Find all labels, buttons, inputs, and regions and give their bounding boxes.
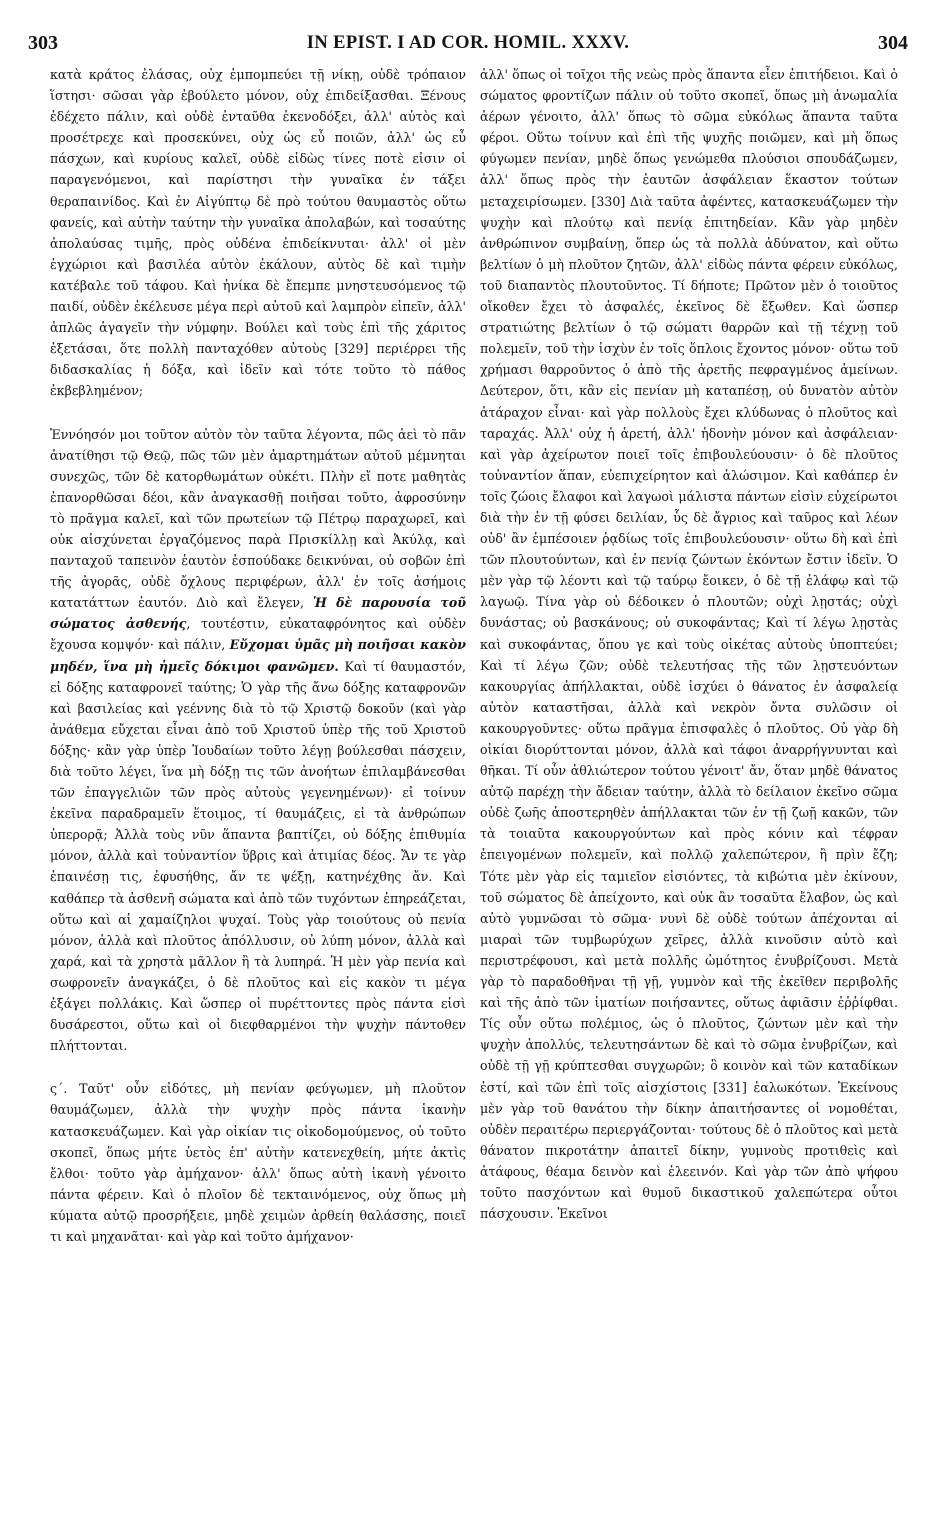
page-number-left: 303 — [28, 32, 58, 54]
left-paragraph-3: ς΄. Ταῦτ' οὖν εἰδότες, μὴ πενίαν φεύγωμεν, μὴ πλοῦτον θαυμάζωμεν, ἀλλὰ τὴν ψυχὴν πρὸς πάντα ἱκανὴν κατασκευάζωμεν. Καὶ γὰρ οἰκίαν τις οἰκοδομούμενος, οὐ τοῦτο σκοπεῖ, ὅπως μήτε ὑετὸς ἐπ' αὐτὴν κατενεχθείη, μήτε ἀκτὶς ἔλθοι· τοῦτο γὰρ ἀμήχανον· ἀλλ' ὅπως αὐτὴ ἱκανὴ γένοιτο πάντα φέρειν. Καὶ ὁ πλοῖον δὲ τεκταινόμενος, οὐχ ὅπως μὴ κύματα αὐτῷ προσρήξειε, μηδὲ χειμὼν ἀρθείη θαλάσσης, ποιεῖ τι καὶ μηχανᾶται· καὶ γὰρ καὶ τοῦτο ἀμήχανον· — [50, 1081, 466, 1244]
running-title: IN EPIST. I AD COR. HOMIL. XXXV. — [306, 33, 630, 53]
running-header — [28, 26, 908, 56]
scripture-quote-1: Ἡ δὲ παρουσία τοῦ σώματος ἀσθενής — [50, 595, 466, 632]
right-paragraph-1: ἀλλ' ὅπως οἱ τοῖχοι τῆς νεὼς πρὸς ἅπαντα εἶεν ἐπιτήδειοι. Καὶ ὁ σώματος φροντίζων πάλιν οὐ τοῦτο σκοπεῖ, ὅπως μὴ ἀνωμαλία ἀέρων γένοιτο, ἀλλ' ὅπως τὸ σῶμα εὐκόλως ἅπαντα ταῦτα φέροι. Οὕτω τοίνυν καὶ ἐπὶ τῆς ψυχῆς ποιῶμεν, καὶ μὴ ὅπως φύγωμεν πενίαν, μηδὲ ὅπως γενώμεθα πλούσιοι σπουδάζωμεν, ἀλλ' ὅπως πρὸς τὴν ἑαυτῶν ἀσφάλειαν ἕκαστον τούτων μεταχειρίσωμεν. [330] Διὰ ταῦτα ἀφέντες, κατασκευάζωμεν τὴν ψυχὴν καὶ πλούτῳ καὶ πενίᾳ ἐπιτηδείαν. Κἂν γὰρ μηδὲν ἀνθρώπινον συμβαίνῃ, ὅπερ ὡς τὰ πολλὰ ἀδύνατον, καὶ οὕτω βελτίων ὁ μὴ πλοῦτον ζητῶν, ἀλλ' εἰδὼς πάντα φέρειν εὐκόλως, τοῦ διαπαντὸς πλουτοῦντος. Τί δήποτε; Πρῶτον μὲν ὁ τοιοῦτος οἴκοθεν ἔχει τὸ ἀσφαλές, ἐκεῖνος δὲ ἔξωθεν. Καὶ ὥσπερ στρατιώτης βελτίων ὁ τῷ σώματι θαρρῶν καὶ τῇ τέχνῃ τοῦ πολεμεῖν, τοῦ τὴν ἰσχὺν ἐν τοῖς ὅπλοις ἔχοντος μόνον· οὕτω τοῦ χρήμασι θαρροῦντος ὁ ἀπὸ τῆς ἀρετῆς πεφραγμένος ἀμείνων. Δεύτερον, ὅτι, κἂν εἰς πενίαν μὴ καταπέσῃ, οὐ δυνατὸν αὐτὸν ἀτάραχον εἶναι· καὶ γὰρ πολλοὺς ἔχει κλύδωνας ὁ πλοῦτος καὶ ταραχάς. Ἀλλ' οὐχ ἡ ἀρετή, ἀλλ' ἡδονὴν μόνον καὶ ἀσφάλειαν· καὶ γὰρ ἀχείρωτον ποιεῖ τοῖς ἐπιβουλεύουσιν· ὁ δὲ πλοῦτος τοὐναντίον ἅπαν, εὐεπιχείρητον καὶ ἁλώσιμον. Καὶ καθάπερ ἐν τοῖς ζώοις ἔλαφοι καὶ λαγωοὶ μάλιστα πάντων εἰσὶν εὐχείρωτοι διὰ τὴν ἐν τῇ φύσει δειλίαν, ὗς δὲ ἄγριος καὶ ταῦρος καὶ λέων οὐδ' ἂν ἐμπέσοιεν ῥᾳδίως τοῖς ἐπιβουλεύουσιν· οὕτω δὴ καὶ ἐπὶ τῶν πλουτούντων, καὶ ἐν πενίᾳ ζώντων ἑκόντων ἔστιν ἰδεῖν. Ὁ μὲν γὰρ τῷ λέοντι καὶ τῷ ταύρῳ ἔοικεν, ὁ δὲ τῇ ἐλάφῳ καὶ τῷ λαγωῷ. Τίνα γὰρ οὐ δέδοικεν ὁ πλουτῶν; οὐχὶ λῃστάς; οὐχὶ δυνάστας; οὐ βασκάνους; οὐ συκοφάντας; Καὶ τί λέγω λῃστὰς καὶ συκοφάντας, ὅπου γε καὶ τοὺς οἰκέτας αὐτοὺς ὑποπτεύει; Καὶ τί λέγω ζῶν; οὐδὲ τελευτήσας τῆς τῶν λῃστευόντων κακουργίας ἀπήλλακται, οὐδὲ ἰσχύει ὁ θάνατος ἐν ἀσφαλείᾳ αὐτὸν καταστῆσαι, ἀλλὰ καὶ νεκρὸν ὄντα συλῶσιν οἱ κακουργοῦντες· οὕτω πρᾶγμα ἐπισφαλὲς ὁ πλοῦτος. Οὐ γὰρ δὴ οἰκίαι διορύττονται μόνον, ἀλλὰ καὶ τάφοι ἀναρρήγνυνται καὶ θῆκαι. Τί οὖν ἀθλιώτερον τούτου γένοιτ' ἄν, ὅταν μηδὲ θάνατος αὐτῷ παρέχῃ τὴν ἄδειαν ταύτην, ἀλλὰ τὸ δείλαιον ἐκεῖνο σῶμα οὐδὲ ζωῆς ἀποστερηθὲν ἀπήλλακται τῶν ἐν τῇ ζωῇ κακῶν, τῶν τὰ τοιαῦτα κακουργούντων καὶ πρὸς κόνιν καὶ τέφραν ἐπειγομένων πολεμεῖν, καὶ πολλῷ χαλεπώτερον, ἢ πρὶν ἔζη; Τότε μὲν γὰρ εἰς ταμιεῖον εἰσιόντες, τὰ κιβώτια μὲν ἐκίνουν, τοῦ σώματος δὲ ἀπείχοντο, καὶ οὐκ ἂν τοσαῦτα ἔλαβον, ὡς καὶ αὐτὸ γυμνῶσαι τὸ σῶμα· νυνὶ δὲ οὐδὲ τούτων ἀπέχονται αἱ μιαραὶ τῶν τυμβωρύχων χεῖρες, ἀλλὰ κινοῦσιν αὐτὸ καὶ περιστρέφουσι, καὶ μετὰ πολλῆς ὠμότητος ἐνυβρίζουσι. Μετὰ γὰρ τὸ παραδοθῆναι τῇ γῇ, γυμνὸν καὶ τῆς ἐκεῖθεν περιβολῆς καὶ τῆς ἀπὸ τῶν ἱματίων ποιήσαντες, οὕτως ἀφιᾶσιν ἐῤῥίφθαι. Τίς οὖν οὕτω πολέμιος, ὡς ὁ πλοῦτος, ζώντων μὲν καὶ τὴν ψυχὴν ἀπολλύς, τελευτησάντων δὲ καὶ τὸ σῶμα ἐνυβρίζων, καὶ οὐδὲ τῇ γῇ κρύπτεσθαι συγχωρῶν; ὃ κοινὸν καὶ τῶν καταδίκων ἐστί, καὶ τῶν ἐπὶ τοῖς αἰσχίστοις [331] ἑαλωκότων. Ἐκείνους μὲν γὰρ τοῦ θανάτου τὴν δίκην ἀπαιτήσαντες οἱ νομοθέται, οὐδὲν περαιτέρω περιεργάζονται· τούτους δὲ ὁ πλοῦτος καὶ μετὰ θάνατον πικροτάτην ἀπαιτεῖ δίκην, γυμνοὺς προτιθεὶς καὶ ἀτάφους, θέαμα δεινὸν καὶ ἐλεεινόν. Καὶ γὰρ τῶν ἀπὸ ψήφου τοῦτο πασχόντων καὶ θυμοῦ δικαστικοῦ χαλεπώτερα οὗτοι πάσχουσιν. Ἐκεῖνοι — [480, 67, 898, 1222]
left-paragraph-2-text-a: Ἐννόησόν μοι τοῦτον αὐτὸν τὸν ταῦτα λέγοντα, πῶς ἀεὶ τὸ πᾶν ἀνατίθησι τῷ Θεῷ, πῶς τῶν μὲν ἁμαρτημάτων αὐτοῦ μέμνηται συνεχῶς, τῶν δὲ κατορθωμάτων οὐκέτι. Πλὴν εἴ ποτε μαθητὰς ἐπανορθῶσαι δέοι, κἂν ἀναγκασθῇ ποιῆσαι τοῦτο, ἀφροσύνην τὸ πρᾶγμα καλεῖ, καὶ τῶν πρωτείων τῷ Πέτρῳ παραχωρεῖ, καὶ οὐκ αἰσχύνεται ἐργαζόμενος παρὰ Πρισκίλλῃ καὶ Ἀκύλᾳ, καὶ πανταχοῦ ταπεινὸν ἑαυτὸν ἐσπούδακε δεικνύναι, οὐ σοβῶν ἐπὶ τῆς ἀγορᾶς, οὐδὲ ὄχλους περιφέρων, ἀλλ' ἐν τοῖς ἀσήμοις κατατάττων ἑαυτόν. Διὸ καὶ ἔλεγεν, — [50, 426, 466, 611]
right-column — [480, 64, 898, 1512]
left-paragraph-1: κατὰ κράτος ἐλάσας, οὐχ ἐμπομπεύει τῇ νίκῃ, οὐδὲ τρόπαιον ἵστησι· σῶσαι γὰρ ἐβούλετο μόνον, οὐχ ἐπιδείξασθαι. Ξένους ἐδέχετο πάλιν, καὶ οὐδὲ ἐνταῦθα ἐκενοδόξει, ἀλλ' αὐτὸς καὶ προσέτρεχε καὶ προσεκύνει, οὐχ ὡς εὖ ποιῶν, ἀλλ' ὡς εὖ πάσχων, καὶ κυρίους καλεῖ, οὐδὲ εἰδὼς τίνες ποτὲ εἰσιν οἱ παραγενόμενοι, καὶ παρίστησι τὴν γυναῖκα ἐν τάξει θεραπαινίδος. Καὶ ἐν Αἰγύπτῳ δὲ πρὸ τούτου θαυμαστὸς οὕτω φανείς, καὶ αὐτὴν ταύτην τὴν γυναῖκα ἀπολαβών, καὶ τοσαύτης ἀπολαύσας τιμῆς, πρὸς οὐδένα ἐπιδείκνυται· ἀλλ' οἱ μὲν ἐγχώριοι καὶ βασιλέα αὐτὸν ἐκάλουν, αὐτὸς δὲ καὶ τιμὴν κατέβαλε τοῦ τάφου. Καὶ ἡνίκα δὲ ἔπεμπε μνηστευσόμενος τῷ παιδί, οὐδὲν ἐκέλευσε μέγα περὶ αὐτοῦ καὶ λαμπρὸν εἰπεῖν, ἀλλ' ἁπλῶς ἀγαγεῖν τὴν νύμφην. Βούλει καὶ τοὺς ἐπὶ τῆς χάριτος ἐξετάσαι, ὅτε πολλὴ πανταχόθεν αὐτοὺς [329] περιέρρει τῆς διδασκαλίας ἡ δόξα, καὶ ἰδεῖν καὶ τότε τοῦτο τὸ πάθος ἐκβεβλημένον; — [50, 67, 466, 399]
left-column — [50, 64, 466, 1512]
scripture-quote-2: Εὔχομαι ὑμᾶς μὴ ποιῆσαι κακὸν μηδέν, ἵνα μὴ ἡμεῖς δόκιμοι φανῶμεν. — [50, 637, 466, 674]
left-paragraph-2-text-c: Καὶ τί θαυμαστόν, εἰ δόξης καταφρονεῖ ταύτης; Ὁ γὰρ τῆς ἄνω δόξης καταφρονῶν καὶ βασιλείας καὶ γεέννης διὰ τὸ τῷ Χριστῷ δοκοῦν (καὶ γὰρ ἀνάθεμα εὔχεται εἶναι ἀπὸ τοῦ Χριστοῦ ὑπὲρ τῆς τοῦ Χριστοῦ δόξης· κἂν γὰρ ὑπὲρ Ἰουδαίων τοῦτο λέγῃ βούλεσθαι πάσχειν, διὰ τοῦτο λέγει, ἵνα μὴ δόξῃ τις τῶν ἀνοήτων ἐπιλαμβάνεσθαι τῶν ἐπαγγελιῶν τῶν πρὸς αὐτοὺς γεγενημένων)· εἰ τοίνυν ἐκεῖνα παραδραμεῖν ἕτοιμος, τί θαυμάζεις, εἰ τὰ ἀνθρώπων ὑπερορᾷ; Ἀλλὰ τοὺς νῦν ἅπαντα βαπτίζει, οὐ δόξης ἐπιθυμία μόνον, ἀλλὰ καὶ τοὐναντίον ὕβρις καὶ ἀτιμίας δέος. Ἄν τε γὰρ ἐπαινέσῃ τις, ἐφυσήθης, ἄν τε ψέξῃ, κατηνέχθης ἄν. Καὶ καθάπερ τὰ ἀσθενῆ σώματα καὶ ἀπὸ τῶν τυχόντων ἐπηρεάζεται, οὕτω καὶ αἱ χαμαίζηλοι ψυχαί. Τοὺς γὰρ τοιούτους οὐ πενία μόνον, ἀλλὰ καὶ πλοῦτος ἀπόλλυσιν, οὐ λύπη μόνον, ἀλλὰ καὶ χαρά, καὶ τὰ χρηστὰ μᾶλλον ἢ τὰ λυπηρά. Ἡ μὲν γὰρ πενία καὶ σωφρονεῖν ἀναγκάζει, ὁ δὲ πλοῦτος καὶ εἰς κακὸν τι μέγα ἐξάγει πολλάκις. Καὶ ὥσπερ οἱ πυρέττοντες πρὸς πάντα εἰσὶ δυσάρεστοι, οὕτω καὶ οἱ διεφθαρμένοι τὴν ψυχὴν πάντοθεν πλήττονται. — [50, 658, 466, 1054]
left-paragraph-2-text-b: , τουτέστιν, εὐκαταφρόνητος καὶ οὐδὲν ἔχουσα κομψόν· καὶ πάλιν, — [50, 616, 466, 653]
page-number-right: 304 — [878, 32, 908, 54]
left-paragraph-2 — [50, 424, 466, 1057]
